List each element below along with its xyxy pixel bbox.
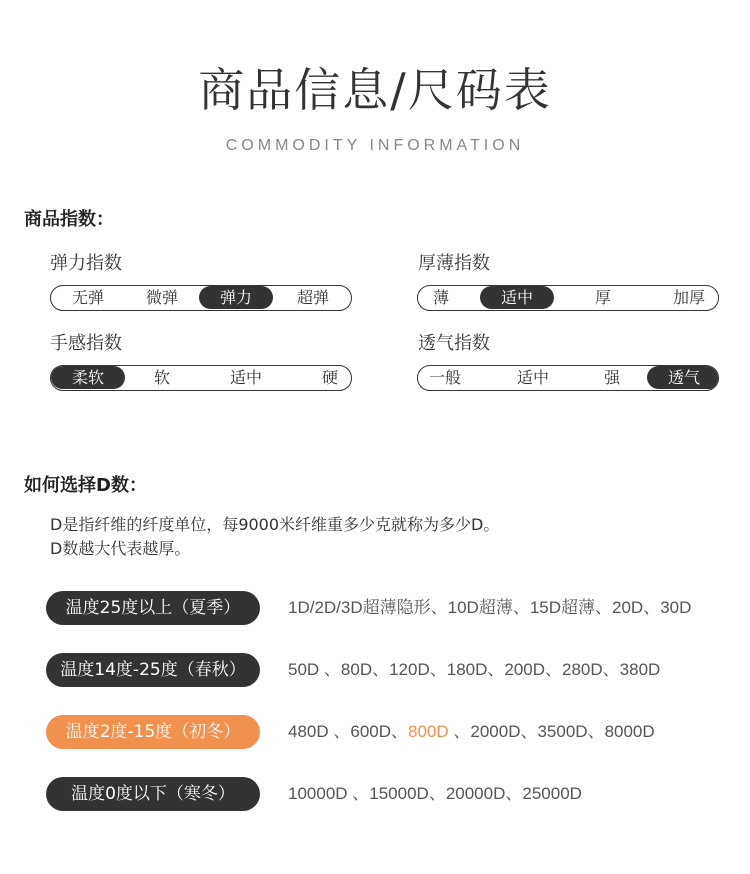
breathability-option: 适中 — [516, 368, 549, 387]
denier-values — [288, 715, 655, 749]
elasticity-option: 微弹 — [145, 288, 178, 307]
handfeel-option-selected: 柔软 — [51, 366, 125, 389]
denier-values: 10000D 、15000D、20000D、25000D — [288, 784, 582, 803]
thickness-scale — [417, 285, 719, 311]
handfeel-index-label: 手感指数 — [50, 333, 122, 354]
elasticity-scale — [50, 285, 352, 311]
breathability-option-selected: 透气 — [647, 366, 719, 389]
breathability-option: 强 — [603, 368, 620, 387]
temperature-pill-highlighted: 温度2度-15度（初冬） — [46, 715, 260, 749]
breathability-index-label: 透气指数 — [418, 333, 490, 354]
denier-values: 1D/2D/3D超薄隐形、10D超薄、15D超薄、20D、30D — [288, 598, 692, 617]
denier-values-part: 480D 、600D、 — [288, 722, 409, 741]
thickness-option: 加厚 — [672, 288, 705, 307]
thickness-index-label: 厚薄指数 — [418, 253, 490, 274]
elasticity-option-selected: 弹力 — [199, 286, 273, 309]
handfeel-option: 适中 — [229, 368, 262, 387]
denier-value-highlighted: 800D — [408, 722, 449, 741]
handfeel-scale — [50, 365, 352, 391]
breathability-scale — [417, 365, 719, 391]
handfeel-option: 软 — [153, 368, 170, 387]
handfeel-option: 硬 — [321, 368, 338, 387]
temperature-pill: 温度14度-25度（春秋） — [46, 653, 260, 687]
page-subtitle: COMMODITY INFORMATION — [225, 137, 525, 154]
denier-values-part: 、2000D、3500D、8000D — [448, 722, 655, 741]
denier-values: 50D 、80D、120D、180D、200D、280D、380D — [288, 660, 661, 679]
d-guide-description: D是指纤维的纤度单位，每9000米纤维重多少克就称为多少D。 — [50, 515, 500, 534]
thickness-option: 厚 — [594, 288, 611, 307]
temperature-pill: 温度0度以下（寒冬） — [46, 777, 260, 811]
d-guide-description: D数越大代表越厚。 — [50, 539, 191, 558]
elasticity-option: 无弹 — [71, 288, 104, 307]
page-title: 商品信息/尺码表 — [198, 63, 552, 117]
temperature-pill: 温度25度以上（夏季） — [46, 591, 260, 625]
elasticity-option: 超弹 — [296, 288, 329, 307]
thickness-option: 薄 — [432, 288, 449, 307]
product-index-heading: 商品指数： — [24, 209, 114, 230]
elasticity-index-label: 弹力指数 — [50, 253, 122, 274]
thickness-option-selected: 适中 — [480, 286, 554, 309]
breathability-option: 一般 — [428, 368, 461, 387]
d-guide-heading: 如何选择D数： — [24, 475, 147, 496]
